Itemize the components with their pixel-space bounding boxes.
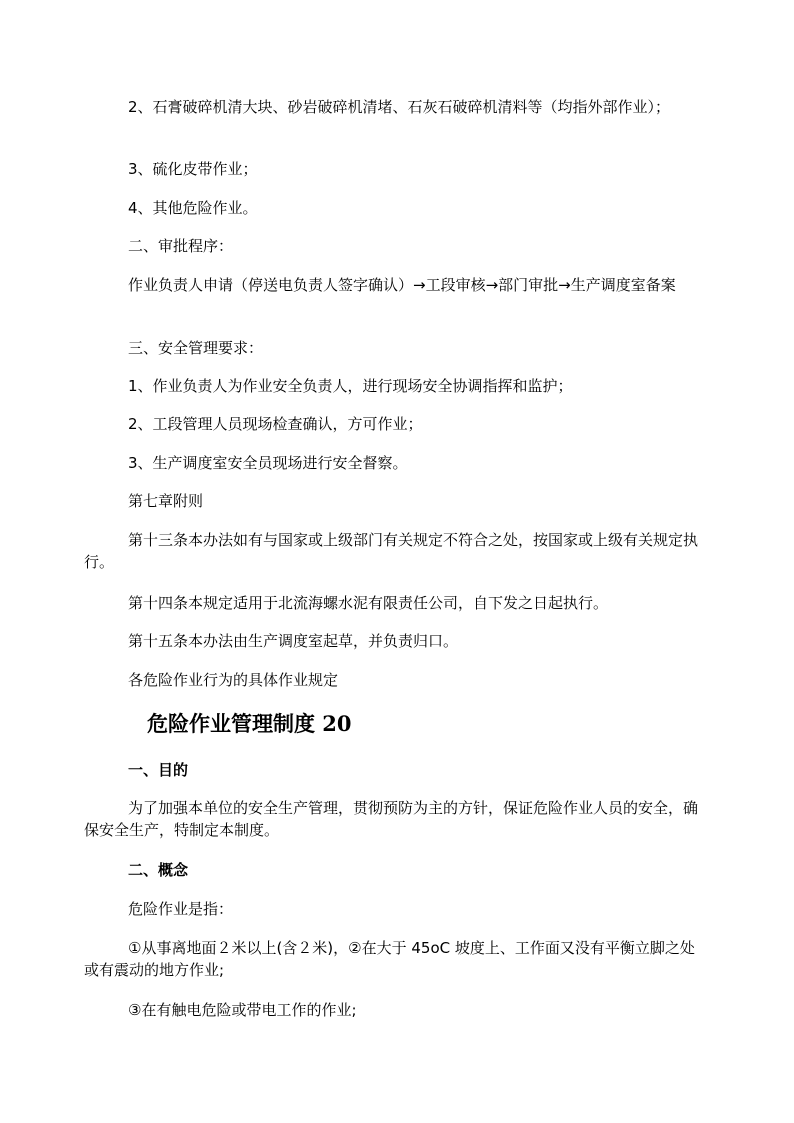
paragraph-chapter-seven: 第七章附则 — [128, 492, 204, 510]
paragraph-specific-rules: 各危险作业行为的具体作业规定 — [128, 671, 339, 689]
paragraph-article-15: 第十五条本办法由生产调度室起草，并负责归口。 — [128, 632, 459, 650]
concept-item-1: ①从事离地面２米以上(含２米)，②在大于 45oC 坡度上、工作面又没有平衡立脚之处或有震动的地方作业; — [84, 939, 695, 979]
paragraph-safety-heading: 三、安全管理要求： — [128, 339, 264, 357]
paragraph-crusher-work: 2、石膏破碎机清大块、砂岩破碎机清堵、石灰石破碎机清料等（均指外部作业）； — [128, 98, 671, 116]
paragraph-approval-heading: 二、审批程序： — [128, 237, 234, 255]
paragraph-safety-item-3: 3、生产调度室安全员现场进行安全督察。 — [128, 454, 408, 472]
paragraph-other-dangerous-work: 4、其他危险作业。 — [128, 199, 258, 217]
paragraph-safety-item-2: 2、工段管理人员现场检查确认，方可作业； — [128, 415, 423, 433]
paragraph-approval-procedure: 作业负责人申请（停送电负责人签字确认）→工段审核→部门审批→生产调度室备案 — [128, 276, 676, 294]
concept-heading: 二、概念 — [128, 861, 189, 879]
paragraph-safety-item-1: 1、作业负责人为作业安全负责人，进行现场安全协调指挥和监护； — [128, 377, 573, 395]
paragraph-article-13: 第十三条本办法如有与国家或上级部门有关规定不符合之处，按国家或上级有关规定执行。 — [84, 531, 699, 571]
paragraph-belt-vulcanizing: 3、硫化皮带作业； — [128, 160, 258, 178]
purpose-text: 为了加强本单位的安全生产管理，贯彻预防为主的方针，保证危险作业人员的安全，确保安全生产，特制定本制度。 — [84, 799, 699, 839]
purpose-heading: 一、目的 — [128, 761, 189, 779]
concept-item-2: ③在有触电危险或带电工作的作业; — [128, 1001, 357, 1019]
section-title: 危险作业管理制度 20 — [147, 711, 352, 736]
concept-intro: 危险作业是指： — [128, 900, 234, 918]
paragraph-article-14: 第十四条本规定适用于北流海螺水泥有限责任公司，自下发之日起执行。 — [128, 594, 609, 612]
